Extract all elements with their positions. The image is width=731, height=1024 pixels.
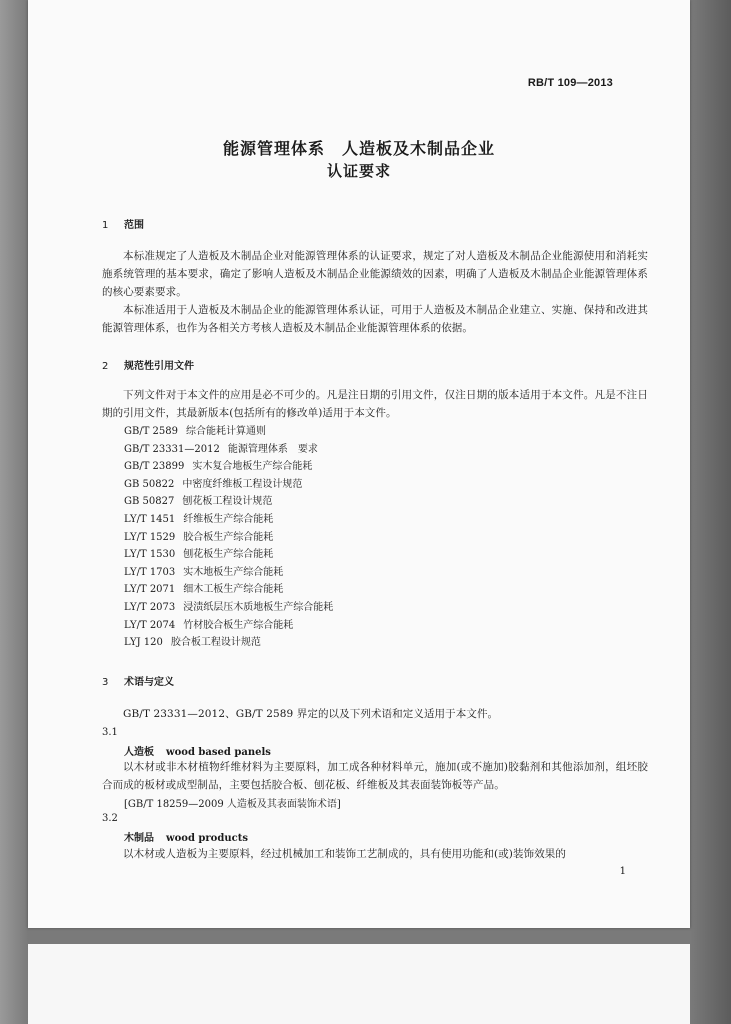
scope-paragraph-2: 本标准适用于人造板及木制品企业的能源管理体系认证，可用于人造板及木制品企业建立、实施、保持和改进其能源管理体系，也作为各相关方考核人造板及木制品企业能源管理体系的依据。 <box>102 304 648 334</box>
reference-code: LY/T 2071 <box>124 584 176 596</box>
references-intro: 下列文件对于本文件的应用是必不可少的。凡是注日期的引用文件，仅注日期的版本适用于本文件。凡是不注日期的引用文件，其最新版本(包括所有的修改单)适用于本文件。 <box>102 389 648 419</box>
term-heading <box>124 829 248 844</box>
term-definition: 以木材或人造板为主要原料，经过机械加工和装饰工艺制成的，具有使用功能和(或)装饰效果的 <box>123 848 566 860</box>
scope-paragraph-1: 本标准规定了人造板及木制品企业对能源管理体系的认证要求，规定了对人造板及木制品企业能源使用和消耗实施系统管理的基本要求，确定了影响人造板及木制品企业能源绩效的因素，明确了人造板及木制品企业能源管理体系的核心要素要求。 <box>102 250 648 298</box>
reference-title: 能源管理体系 要求 <box>227 443 318 455</box>
reference-item <box>124 493 333 511</box>
reference-title: 胶合板生产综合能耗 <box>183 531 274 543</box>
reference-code: LY/T 1703 <box>124 566 176 578</box>
reference-item <box>124 511 333 529</box>
document-page[interactable] <box>28 0 690 928</box>
term-number: 3.1 <box>102 727 118 738</box>
section-title: 规范性引用文件 <box>124 361 194 372</box>
reference-list <box>124 423 333 652</box>
reference-code: LY/T 1529 <box>124 531 176 543</box>
reference-item <box>124 529 333 547</box>
reference-item <box>124 546 333 564</box>
reference-item <box>124 458 333 476</box>
reference-code: LY/T 2073 <box>124 601 176 613</box>
section-number: 1 <box>102 220 109 231</box>
reference-item <box>124 564 333 582</box>
reference-item <box>124 617 333 635</box>
reference-code: GB/T 23331—2012 <box>124 443 220 455</box>
reference-title: 细木工板生产综合能耗 <box>183 584 284 596</box>
standard-code: RB/T 109—2013 <box>527 77 613 89</box>
reference-code: LY/T 1451 <box>124 513 176 525</box>
reference-title: 胶合板工程设计规范 <box>170 637 261 649</box>
term-source-note: [GB/T 18259—2009 人造板及其表面装饰术语] <box>124 799 341 810</box>
section-3-heading <box>102 673 174 688</box>
next-page-preview[interactable] <box>28 944 690 1024</box>
section-title: 范围 <box>124 220 144 231</box>
document-subtitle: 认证要求 <box>326 162 391 180</box>
term-english: wood products <box>166 833 248 844</box>
reference-title: 刨花板生产综合能耗 <box>183 549 274 561</box>
reference-code: LYJ 120 <box>124 637 163 649</box>
reference-code: GB/T 2589 <box>124 426 179 437</box>
reference-title: 刨花板工程设计规范 <box>182 496 273 508</box>
section-title: 术语与定义 <box>124 677 174 688</box>
reference-item <box>124 476 333 494</box>
term-heading <box>124 743 271 758</box>
page-number: 1 <box>619 866 626 877</box>
reference-title: 实木地板生产综合能耗 <box>183 566 284 578</box>
reference-title: 综合能耗计算通则 <box>186 426 267 437</box>
reference-title: 实木复合地板生产综合能耗 <box>192 461 313 473</box>
term-definition: 以木材或非木材植物纤维材料为主要原料，加工成各种材料单元，施加(或不施加)胶黏剂和其他添加剂，组坯胶合而成的板材或成型制品，主要包括胶合板、刨花板、纤维板及其表面装饰板等产品。 <box>102 761 648 791</box>
reference-item <box>124 581 333 599</box>
document-title: 能源管理体系 人造板及木制品企业 <box>222 139 495 158</box>
section-number: 3 <box>102 677 109 688</box>
reference-code: LY/T 2074 <box>124 619 176 631</box>
reference-title: 浸渍纸层压木质地板生产综合能耗 <box>183 601 334 613</box>
term-number: 3.2 <box>102 813 118 824</box>
section-2-heading <box>102 357 194 372</box>
reference-item <box>124 423 333 441</box>
section-number: 2 <box>102 361 109 372</box>
reference-title: 中密度纤维板工程设计规范 <box>182 478 303 490</box>
reference-code: LY/T 1530 <box>124 549 176 561</box>
section-1-heading <box>102 216 144 231</box>
reference-code: GB/T 23899 <box>124 461 185 473</box>
term-chinese: 人造板 <box>124 747 154 758</box>
reference-code: GB 50822 <box>124 478 175 490</box>
term-english: wood based panels <box>166 747 271 758</box>
reference-item <box>124 634 333 652</box>
reference-code: GB 50827 <box>124 496 175 508</box>
reference-item <box>124 599 333 617</box>
reference-title: 纤维板生产综合能耗 <box>183 513 274 525</box>
terms-intro: GB/T 23331—2012、GB/T 2589 界定的以及下列术语和定义适用于本文件。 <box>123 708 499 720</box>
reference-title: 竹材胶合板生产综合能耗 <box>183 619 294 631</box>
reference-item <box>124 441 333 459</box>
term-chinese: 木制品 <box>124 833 154 844</box>
